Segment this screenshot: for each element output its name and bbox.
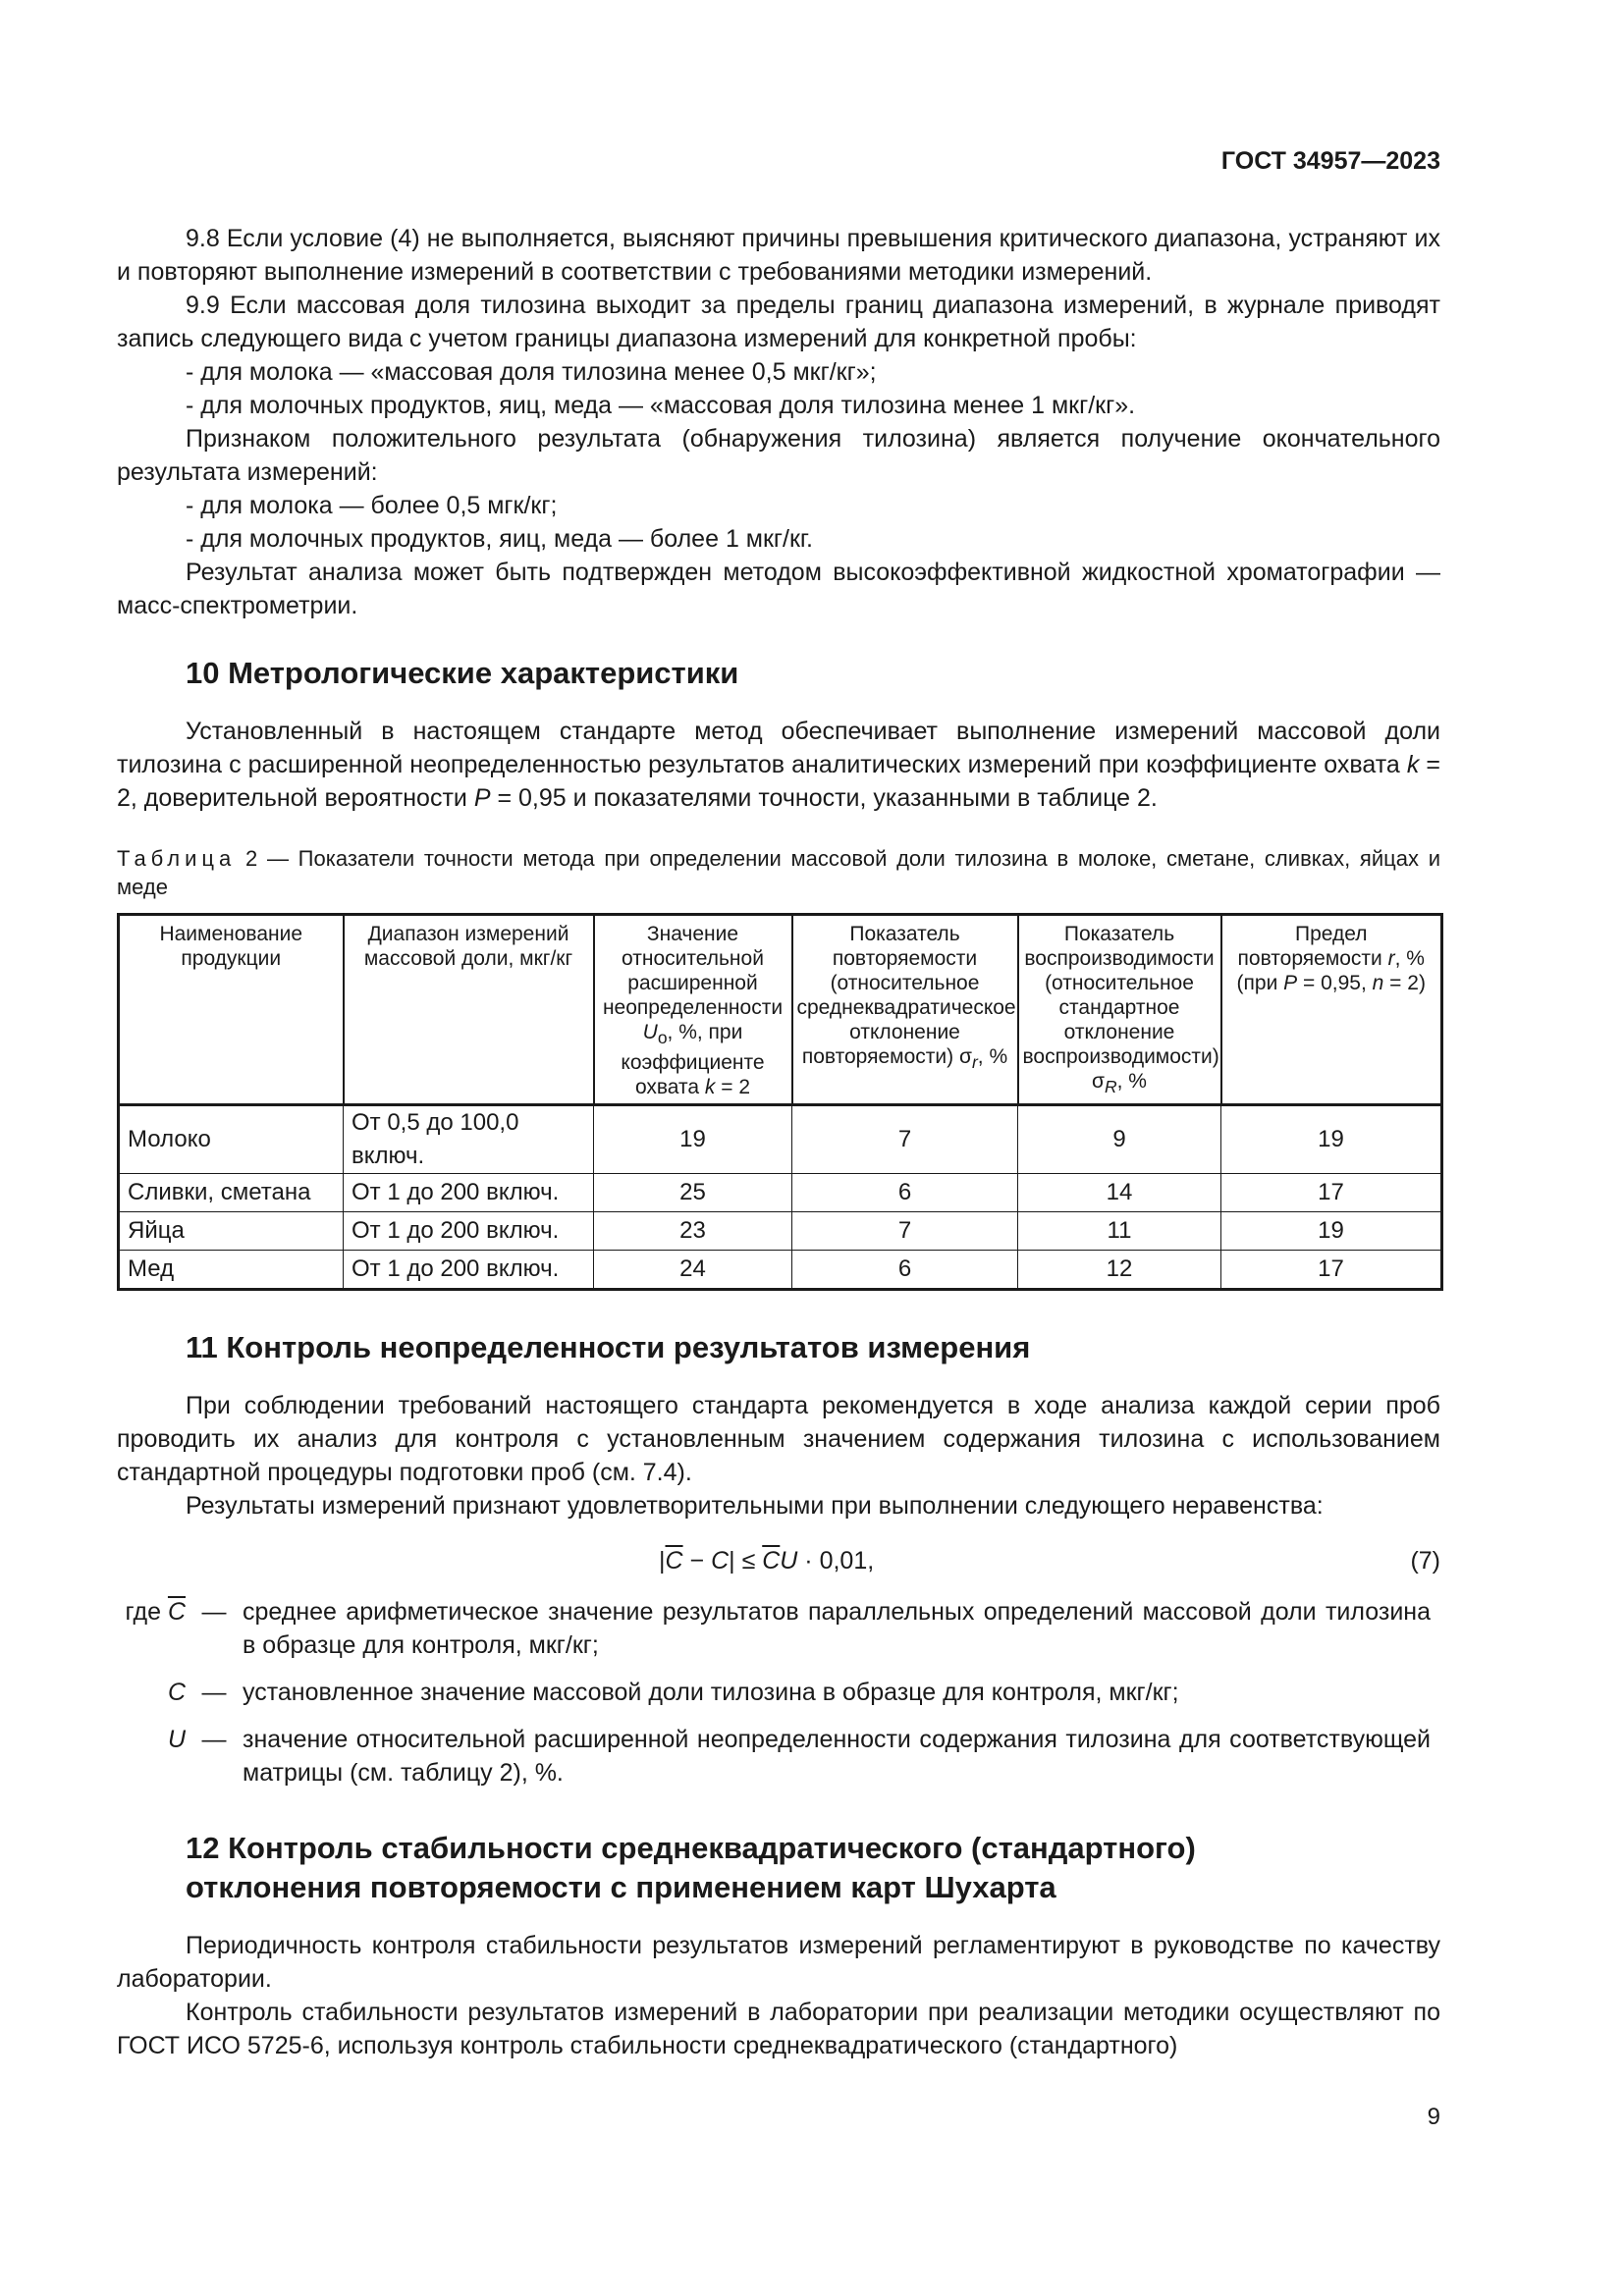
- section-10-paragraph: Установленный в настоящем стандарте метод обеспечивает выполнение измерений массовой доли тилозина с расширенной неопределенностью результатов аналитических измерений при коэффициенте охвата k = 2, доверительной вероятности P = 0,95 и показателями точности, указанными в таблице 2.: [117, 718, 1440, 812]
- cell-reproducibility: 14: [1018, 1174, 1221, 1212]
- cell-product: Сливки, сметана: [119, 1174, 344, 1212]
- cell-range: От 1 до 200 включ.: [344, 1251, 594, 1290]
- header-reproducibility: Показатель воспроизводимости (относительное стандартное отклонение воспроизводимости) $\sigma_R$, %: [1018, 915, 1221, 1105]
- section-11-paragraph: При соблюдении требований настоящего стандарта рекомендуется в ходе анализа каждой серии проб проводить их анализ для контроля с установленным значением содержания тилозина с использованием стандартной процедуры подготовки проб (см. 7.4).: [117, 1392, 1440, 1487]
- formula-7: [117, 1544, 1440, 1581]
- list-item: - для молока — более 0,5 мгк/кг;: [186, 492, 558, 519]
- header-product: Наименование продукции: [119, 915, 344, 1105]
- section-12-paragraph: Контроль стабильности результатов измерений в лаборатории при реализации методики осуществляют по ГОСТ ИСО 5725-6, используя контроль стабильности среднеквадратического (стандартного): [117, 1999, 1440, 2060]
- paragraph-confirmation: Результат анализа может быть подтвержден методом высокоэффективной жидкостной хроматографии — масс-спектрометрии.: [117, 559, 1440, 619]
- cell-uncertainty: 24: [594, 1251, 792, 1290]
- paragraph-9-8: 9.8 Если условие (4) не выполняется, выясняют причины превышения критического диапазона, устраняют их и повторяют выполнение измерений в соответствии с требованиями методики измерений.: [117, 225, 1440, 286]
- table-row: [119, 1212, 1442, 1251]
- cell-reproducibility: 11: [1018, 1212, 1221, 1251]
- header-repeatability: Показатель повторяемости (относительное среднеквадратическое отклонение повторяемости) $\sigma_r$, %: [792, 915, 1018, 1105]
- cell-reproducibility: 12: [1018, 1251, 1221, 1290]
- accuracy-table: [117, 913, 1443, 1291]
- paragraph-positive-result: Признаком положительного результата (обнаружения тилозина) является получение окончательного результата измерений:: [117, 425, 1440, 486]
- list-item: - для молочных продуктов, яиц, меда — более 1 мкг/кг.: [186, 525, 813, 553]
- header-uncertainty: Значение относительной расширенной неопределенности $U_o$, %, при коэффициенте охвата k = 2: [594, 915, 792, 1105]
- document-standard-number: ГОСТ 34957—2023: [1220, 147, 1440, 175]
- cell-product: Мед: [119, 1251, 344, 1290]
- cell-limit: 17: [1221, 1174, 1442, 1212]
- page-content: [117, 222, 1440, 2062]
- list-item: - для молока — «массовая доля тилозина менее 0,5 мкг/кг»;: [186, 358, 877, 386]
- table-caption: Таблица 2 — Показатели точности метода при определении массовой доли тилозина в молоке, сметане, сливках, яйцах и меде: [117, 846, 1440, 899]
- table-row: [119, 1174, 1442, 1212]
- cell-repeatability: 6: [792, 1251, 1018, 1290]
- cell-uncertainty: 23: [594, 1212, 792, 1251]
- list-item: - для молочных продуктов, яиц, меда — «массовая доля тилозина менее 1 мкг/кг».: [186, 392, 1136, 419]
- section-10-title: 10 Метрологические характеристики: [186, 656, 739, 690]
- cell-range: От 1 до 200 включ.: [344, 1174, 594, 1212]
- definition-item: где $\overline{C}$ — среднее арифметическое значение результатов параллельных определений массовой доли тилозина в образце для контроля, мкг/кг;: [125, 1598, 1431, 1660]
- formula-definitions: [117, 1595, 1440, 1789]
- cell-uncertainty: 25: [594, 1174, 792, 1212]
- cell-range: От 0,5 до 100,0 включ.: [344, 1105, 594, 1174]
- header-repeatability-limit: Предел повторяемости r, % (при P = 0,95, n = 2): [1221, 915, 1442, 1105]
- definition-item: U — значение относительной расширенной неопределенности содержания тилозина для соответствующей матрицы (см. таблицу 2), %.: [167, 1726, 1431, 1788]
- header-range: Диапазон измерений массовой доли, мкг/кг: [344, 915, 594, 1105]
- table-header-row: [119, 915, 1442, 1105]
- section-12-title: 12 Контроль стабильности среднеквадратического (стандартного) отклонения повторяемости с применением карт Шухарта: [186, 1831, 1196, 1905]
- cell-limit: 19: [1221, 1212, 1442, 1251]
- formula-number: (7): [1410, 1547, 1440, 1575]
- section-12-paragraph: Периодичность контроля стабильности результатов измерений регламентируют в руководстве по качеству лаборатории.: [117, 1932, 1440, 1994]
- cell-repeatability: 7: [792, 1105, 1018, 1174]
- cell-repeatability: 7: [792, 1212, 1018, 1251]
- formula-expression: $|\overline{C} - C| \le \overline{C}U \cdot 0,01$,: [659, 1547, 875, 1575]
- section-11-title: 11 Контроль неопределенности результатов измерения: [186, 1330, 1031, 1365]
- cell-repeatability: 6: [792, 1174, 1018, 1212]
- cell-range: От 1 до 200 включ.: [344, 1212, 594, 1251]
- table-row: [119, 1105, 1442, 1174]
- page-number: 9: [1427, 2104, 1440, 2130]
- section-11-paragraph: Результаты измерений признают удовлетворительными при выполнении следующего неравенства:: [186, 1492, 1324, 1521]
- definition-item: C — установленное значение массовой доли тилозина в образце для контроля, мкг/кг;: [167, 1679, 1179, 1707]
- table-row: [119, 1251, 1442, 1290]
- cell-reproducibility: 9: [1018, 1105, 1221, 1174]
- cell-product: Молоко: [119, 1105, 344, 1174]
- cell-uncertainty: 19: [594, 1105, 792, 1174]
- cell-limit: 19: [1221, 1105, 1442, 1174]
- cell-limit: 17: [1221, 1251, 1442, 1290]
- cell-product: Яйца: [119, 1212, 344, 1251]
- paragraph-9-9: 9.9 Если массовая доля тилозина выходит за пределы границ диапазона измерений, в журнале приводят запись следующего вида с учетом границы диапазона измерений для конкретной пробы:: [117, 292, 1440, 352]
